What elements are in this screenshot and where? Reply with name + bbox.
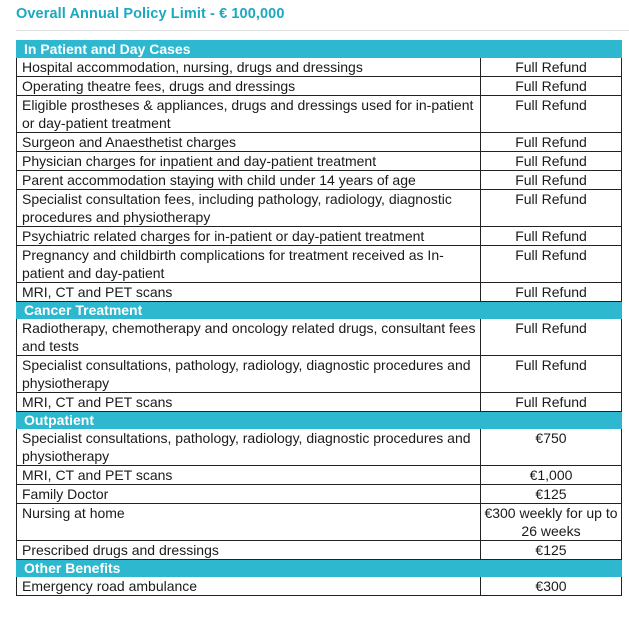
- benefit-value: Full Refund: [481, 356, 622, 393]
- section-title: In Patient and Day Cases: [17, 41, 481, 58]
- section-header-blank: [481, 302, 622, 319]
- table-row: [17, 227, 622, 246]
- benefit-description: Radiotherapy, chemotherapy and oncology related drugs, consultant fees and tests: [17, 319, 481, 356]
- benefit-value: Full Refund: [481, 283, 622, 302]
- section-title: Outpatient: [17, 412, 481, 429]
- benefit-value: Full Refund: [481, 152, 622, 171]
- section-header-cancer: [17, 302, 622, 319]
- benefit-value: Full Refund: [481, 227, 622, 246]
- benefit-description: Psychiatric related charges for in-patient or day-patient treatment: [17, 227, 481, 246]
- table-row: [17, 283, 622, 302]
- title-divider: [16, 30, 629, 31]
- benefit-description: Specialist consultation fees, including pathology, radiology, diagnostic procedures and physiotherapy: [17, 190, 481, 227]
- section-header-blank: [481, 560, 622, 577]
- table-row: [17, 504, 622, 541]
- benefit-value: Full Refund: [481, 77, 622, 96]
- table-row: [17, 466, 622, 485]
- benefit-description: Pregnancy and childbirth complications for treatment received as In-patient and day-patient: [17, 246, 481, 283]
- section-header-blank: [481, 412, 622, 429]
- benefit-description: Parent accommodation staying with child under 14 years of age: [17, 171, 481, 190]
- benefit-description: MRI, CT and PET scans: [17, 393, 481, 412]
- benefit-value: €125: [481, 485, 622, 504]
- benefit-value: €750: [481, 429, 622, 466]
- table-row: [17, 393, 622, 412]
- benefit-value: €300: [481, 577, 622, 596]
- benefit-description: Surgeon and Anaesthetist charges: [17, 133, 481, 152]
- table-row: [17, 356, 622, 393]
- section-title: Other Benefits: [17, 560, 481, 577]
- benefit-value: €1,000: [481, 466, 622, 485]
- benefit-description: Operating theatre fees, drugs and dressings: [17, 77, 481, 96]
- section-header-blank: [481, 41, 622, 58]
- section-header-other-benefits: [17, 560, 622, 577]
- benefit-description: Specialist consultations, pathology, radiology, diagnostic procedures and physiotherapy: [17, 356, 481, 393]
- table-row: [17, 246, 622, 283]
- benefit-value: Full Refund: [481, 171, 622, 190]
- benefit-value: Full Refund: [481, 393, 622, 412]
- benefit-description: Emergency road ambulance: [17, 577, 481, 596]
- table-row: [17, 171, 622, 190]
- benefit-value: Full Refund: [481, 58, 622, 77]
- benefit-description: Family Doctor: [17, 485, 481, 504]
- benefit-value: Full Refund: [481, 133, 622, 152]
- benefit-description: Eligible prostheses & appliances, drugs and dressings used for in-patient or day-patient treatment: [17, 96, 481, 133]
- page-title: Overall Annual Policy Limit - € 100,000: [16, 6, 285, 22]
- table-row: [17, 58, 622, 77]
- benefit-description: Nursing at home: [17, 504, 481, 541]
- table-row: [17, 429, 622, 466]
- benefit-value: €125: [481, 541, 622, 560]
- benefit-description: Prescribed drugs and dressings: [17, 541, 481, 560]
- benefit-description: MRI, CT and PET scans: [17, 283, 481, 302]
- benefit-value: Full Refund: [481, 190, 622, 227]
- benefit-value: Full Refund: [481, 319, 622, 356]
- section-header-in-patient: [17, 41, 622, 58]
- section-title: Cancer Treatment: [17, 302, 481, 319]
- benefits-table: [16, 40, 622, 596]
- section-header-outpatient: [17, 412, 622, 429]
- table-row: [17, 133, 622, 152]
- benefit-description: Hospital accommodation, nursing, drugs and dressings: [17, 58, 481, 77]
- benefit-value: €300 weekly for up to 26 weeks: [481, 504, 622, 541]
- table-row: [17, 319, 622, 356]
- table-row: [17, 77, 622, 96]
- table-row: [17, 485, 622, 504]
- table-row: [17, 541, 622, 560]
- benefit-description: Specialist consultations, pathology, radiology, diagnostic procedures and physiotherapy: [17, 429, 481, 466]
- benefit-description: MRI, CT and PET scans: [17, 466, 481, 485]
- table-row: [17, 96, 622, 133]
- benefit-description: Physician charges for inpatient and day-patient treatment: [17, 152, 481, 171]
- table-row: [17, 577, 622, 596]
- table-row: [17, 190, 622, 227]
- benefit-value: Full Refund: [481, 96, 622, 133]
- benefit-value: Full Refund: [481, 246, 622, 283]
- table-row: [17, 152, 622, 171]
